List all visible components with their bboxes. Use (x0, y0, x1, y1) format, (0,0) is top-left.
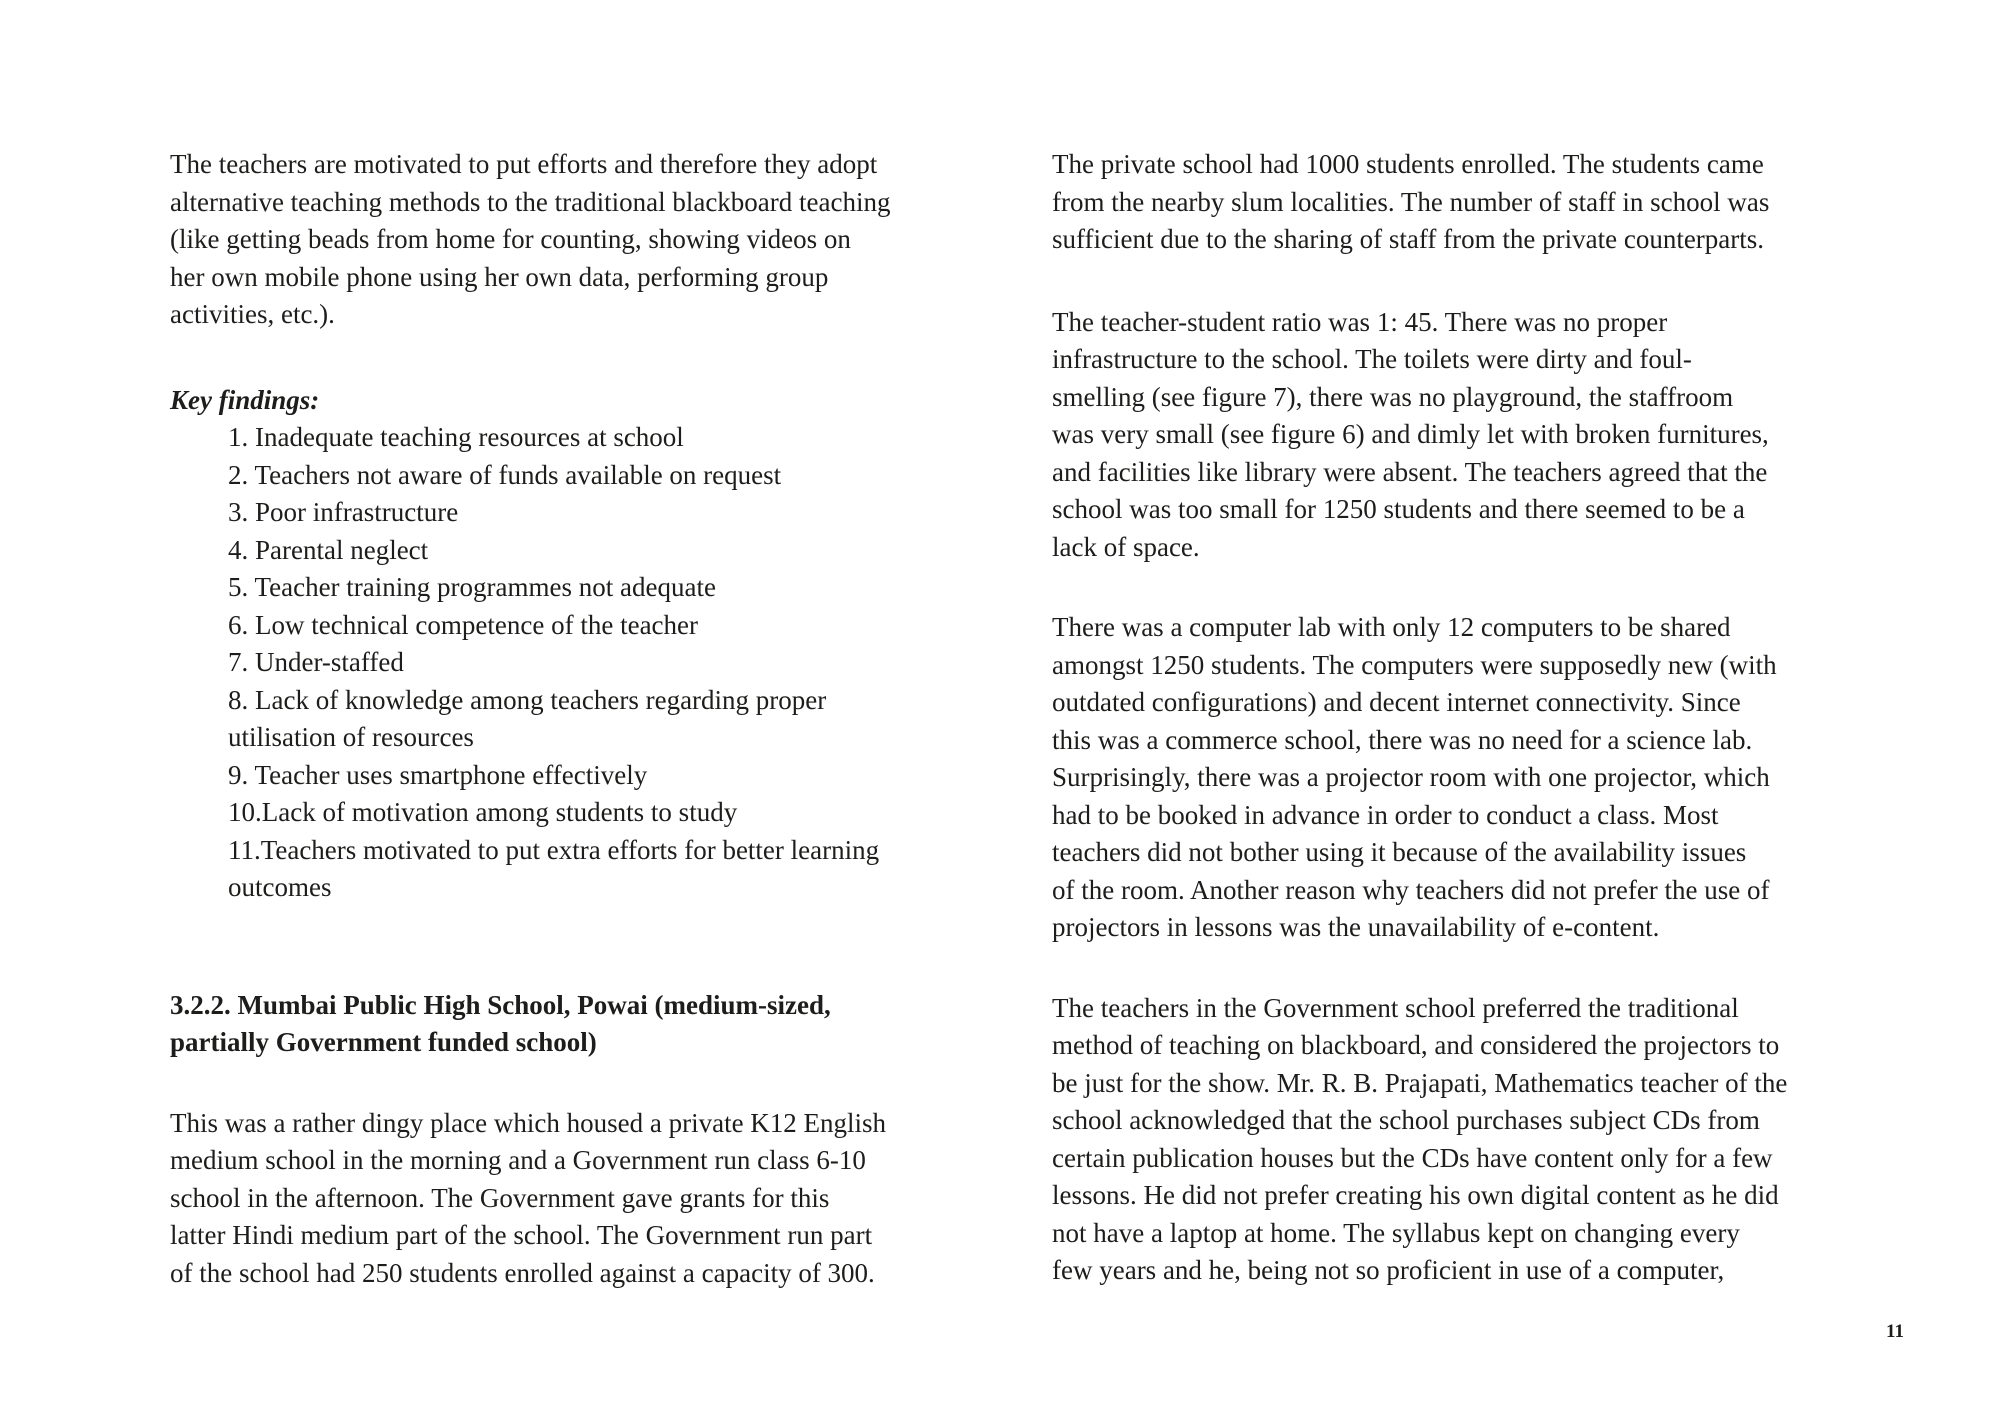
finding-item (228, 607, 1032, 645)
text-line: alternative teaching methods to the traditional blackboard teaching (170, 186, 891, 217)
text-line: The teachers are motivated to put efforts and therefore they adopt (170, 149, 878, 179)
text-line: The teachers in the Government school preferred the traditional (1052, 992, 1739, 1023)
text-line: few years and he, being not so proficient in use of a computer, (1052, 1255, 1725, 1285)
text-line: 1. Inadequate teaching resources at school (228, 422, 684, 452)
text-line: Surprisingly, there was a projector room with one projector, which (1052, 762, 1770, 792)
finding-item (228, 682, 1032, 757)
key-findings-list (228, 419, 1032, 907)
text-line: lessons. He did not prefer creating his own digital content as he did (1052, 1180, 1779, 1210)
text-line: 9. Teacher uses smartphone effectively (228, 759, 648, 790)
text-line: This was a rather dingy place which housed a private K12 English (170, 1107, 887, 1138)
text-line: method of teaching on blackboard, and considered the projectors to (1052, 1030, 1780, 1060)
finding-item (228, 532, 1032, 570)
text-line: partially Government funded school) (170, 1027, 597, 1057)
finding-item (228, 757, 1032, 795)
text-line: 11.Teachers motivated to put extra efforts for better learning (228, 834, 880, 865)
paragraph-infrastructure (1052, 304, 1964, 567)
text-line: her own mobile phone using her own data, performing group (170, 261, 829, 292)
finding-item (228, 832, 1032, 907)
text-line: outdated configurations) and decent internet connectivity. Since (1052, 687, 1741, 717)
text-line: 2. Teachers not aware of funds available on request (228, 459, 782, 490)
text-line: activities, etc.). (170, 299, 335, 329)
section-heading (170, 987, 1032, 1062)
text-line: 10.Lack of motivation among students to study (228, 797, 738, 827)
text-line: projectors in lessons was the unavailability of e-content. (1052, 912, 1660, 942)
text-line: of the school had 250 students enrolled against a capacity of 300. (170, 1257, 875, 1288)
text-line: 4. Parental neglect (228, 534, 429, 565)
text-line: amongst 1250 students. The computers were supposedly new (with (1052, 649, 1777, 680)
text-line: school was too small for 1250 students and there seemed to be a (1052, 494, 1745, 524)
text-line: smelling (see figure 7), there was no playground, the staffroom (1052, 381, 1734, 412)
paragraph-computer-lab (1052, 609, 1964, 947)
text-line: medium school in the morning and a Government run class 6-10 (170, 1145, 866, 1175)
text-line: teachers did not bother using it because of the availability issues (1052, 837, 1747, 867)
intro-paragraph (170, 146, 1032, 334)
text-line: school in the afternoon. The Government gave grants for this (170, 1182, 830, 1213)
text-line: 5. Teacher training programmes not adequate (228, 572, 716, 602)
text-line: The teacher-student ratio was 1: 45. There was no proper (1052, 306, 1668, 337)
text-line: lack of space. (1052, 531, 1200, 562)
finding-item (228, 457, 1032, 495)
school-description-paragraph (170, 1105, 1032, 1293)
text-line: 3.2.2. Mumbai Public High School, Powai (medium-sized, (170, 989, 831, 1020)
text-line: infrastructure to the school. The toilets were dirty and foul- (1052, 344, 1692, 374)
right-column (1052, 146, 1964, 1290)
page-number: 11 (1886, 1321, 1904, 1342)
text-line: from the nearby slum localities. The number of staff in school was (1052, 186, 1770, 217)
text-line: (like getting beads from home for counting, showing videos on (170, 224, 851, 254)
text-line: 8. Lack of knowledge among teachers regarding proper (228, 684, 827, 715)
text-line: school acknowledged that the school purchases subject CDs from (1052, 1105, 1760, 1135)
text-line: of the room. Another reason why teachers did not prefer the use of (1052, 874, 1770, 905)
text-line: this was a commerce school, there was no need for a science lab. (1052, 724, 1753, 755)
finding-item (228, 569, 1032, 607)
finding-item (228, 419, 1032, 457)
text-line: sufficient due to the sharing of staff from the private counterparts. (1052, 224, 1765, 254)
text-line: be just for the show. Mr. R. B. Prajapati, Mathematics teacher of the (1052, 1067, 1788, 1098)
paragraph-private-school (1052, 146, 1964, 259)
paragraph-teachers-preference (1052, 990, 1964, 1290)
text-line: outcomes (228, 872, 332, 902)
text-line: certain publication houses but the CDs have content only for a few (1052, 1142, 1773, 1173)
text-line: 6. Low technical competence of the teacher (228, 609, 699, 640)
text-line: 7. Under-staffed (228, 647, 404, 677)
text-line: utilisation of resources (228, 722, 474, 752)
text-line: had to be booked in advance in order to conduct a class. Most (1052, 799, 1719, 830)
text-line: not have a laptop at home. The syllabus kept on changing every (1052, 1217, 1740, 1248)
finding-item (228, 494, 1032, 532)
text-line: was very small (see figure 6) and dimly let with broken furnitures, (1052, 419, 1769, 449)
text-line: latter Hindi medium part of the school. The Government run part (170, 1220, 873, 1250)
text-line: 3. Poor infrastructure (228, 497, 459, 527)
text-line: The private school had 1000 students enrolled. The students came (1052, 149, 1764, 179)
key-findings-label (170, 382, 1032, 420)
left-column (170, 146, 1032, 1292)
finding-item (228, 644, 1032, 682)
finding-item (228, 794, 1032, 832)
text-line: There was a computer lab with only 12 computers to be shared (1052, 612, 1731, 642)
key-findings-label-text: Key findings: (170, 384, 320, 415)
text-line: and facilities like library were absent. The teachers agreed that the (1052, 456, 1768, 487)
